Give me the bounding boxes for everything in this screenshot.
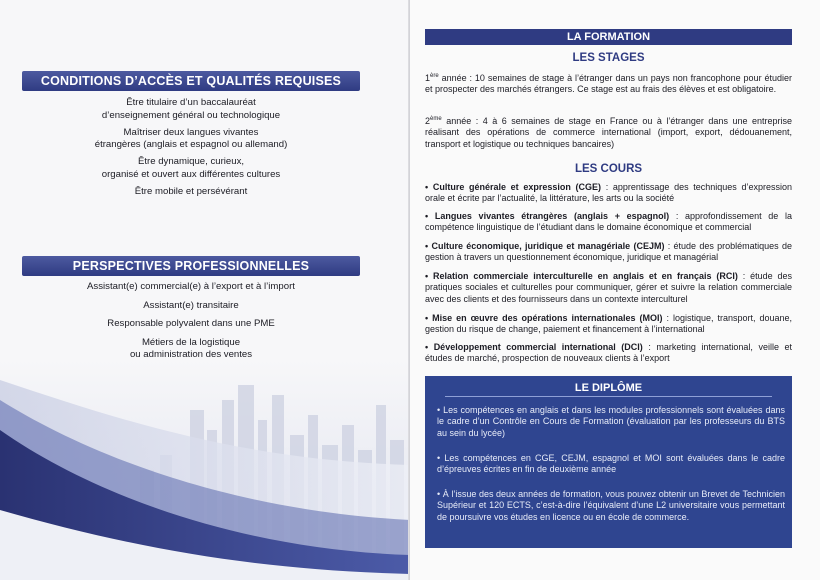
conditions-heading: CONDITIONS D’ACCÈS ET QUALITÉS REQUISES — [22, 71, 360, 91]
diplome-item: • Les compétences en CGE, CEJM, espagnol et MOI sont évaluées dans le cadre d’épreuves écrites en fin de deuxième année — [437, 453, 785, 475]
perspective-item: Métiers de la logistique ou administration des ventes — [129, 336, 253, 361]
perspective-item: Responsable polyvalent dans une PME — [107, 318, 275, 330]
cours-item: • Mise en œuvre des opérations internationales (MOI) : logistique, transport, douane, gestion du risque de change, paiement et financement à l’international — [425, 313, 792, 335]
diplome-heading: LE DIPLÔME — [574, 382, 643, 394]
perspective-item: Assistant(e) transitaire — [143, 299, 239, 311]
diplome-item: • Les compétences en anglais et dans les modules professionnels sont évaluées dans le cadre d’un Contrôle en Cours de Formation (évaluation par les professeurs du BTS au sein du lycée) — [437, 405, 785, 438]
cours-heading: LES COURS — [574, 163, 643, 175]
stage-second-year: 2ème année : 4 à 6 semaines de stage en France ou à l’étranger dans une entreprise réalisant des opérations de commerce international (import, export, dédouanement, transport et logistique ou techniques bancaires) — [425, 116, 792, 149]
city-skyline-illustration — [0, 360, 410, 580]
divider — [445, 396, 772, 397]
cours-item: • Développement commercial international (DCI) : marketing international, veille et études de marché, prospection de nouveaux clients à l’export — [425, 342, 792, 364]
perspectives-heading: PERSPECTIVES PROFESSIONNELLES — [22, 256, 360, 276]
cours-item: • Culture générale et expression (CGE) : apprentissage des techniques d’expression orale et écrite par l’actualité, la littérature, les arts ou la société — [425, 182, 792, 204]
conditions-list — [22, 97, 360, 203]
condition-item: Être dynamique, curieux, organisé et ouvert aux différentes cultures — [101, 156, 281, 180]
formation-heading: LA FORMATION — [425, 29, 792, 45]
diplome-box — [425, 376, 792, 548]
condition-item: Être mobile et persévérant — [134, 186, 248, 198]
condition-item: Maîtriser deux langues vivantes étrangères (anglais et espagnol ou allemand) — [94, 126, 288, 151]
perspective-item: Assistant(e) commercial(e) à l’export et à l’import — [87, 281, 295, 292]
cours-item: • Langues vivantes étrangères (anglais + espagnol) : approfondissement de la compétence linguistique de l’étudiant dans le domaine économique et commercial — [425, 211, 792, 233]
stages-heading: LES STAGES — [572, 52, 645, 64]
stage-first-year: 1ère année : 10 semaines de stage à l’étranger dans un pays non francophone pour étudier et prospecter des marchés étrangers. Ce stage est au frais des élèves et est obligatoire. — [425, 73, 792, 95]
diplome-item: • À l’issue des deux années de formation, vous pouvez obtenir un Brevet de Technicien Supérieur et 120 ECTS, c’est-à-dire l’équivalent d’une L2 universitaire vous permettant de poursuivre vos études en licence ou en école de commerce. — [437, 489, 785, 522]
cours-item: • Culture économique, juridique et managériale (CEJM) : étude des problématiques de gestion à travers un questionnement économique, juridique et managérial — [425, 241, 792, 263]
perspectives-list — [22, 281, 360, 366]
cours-item: • Relation commerciale interculturelle en anglais et en français (RCI) : étude des pratiques sociales et culturelles pour communiquer, gérer et suivre la relation commerciale avec des clients et des fournisseurs dans un contexte interculturel — [425, 271, 792, 304]
condition-item: Être titulaire d’un baccalauréat d’enseignement général ou technologique — [101, 97, 281, 121]
